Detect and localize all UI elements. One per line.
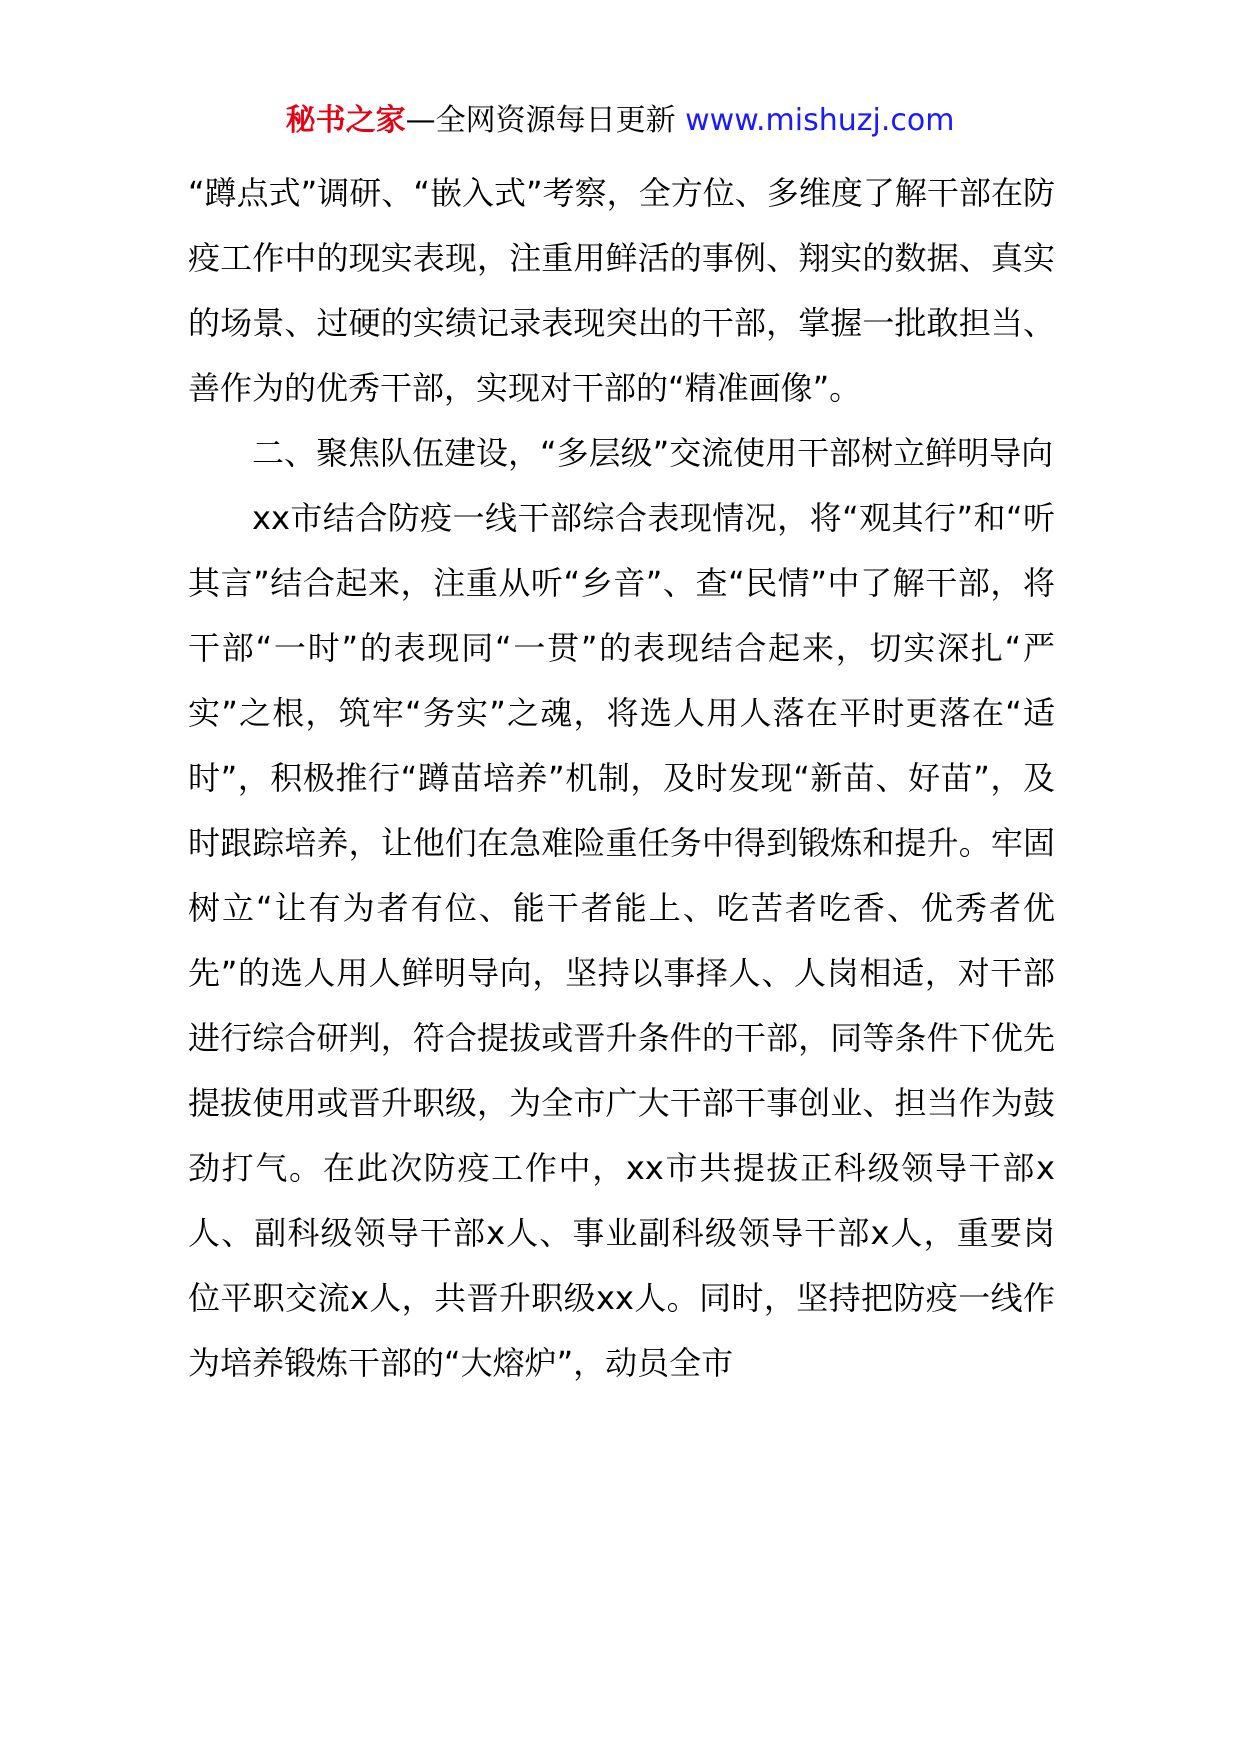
paragraph: xx市结合防疫一线干部综合表现情况，将“观其行”和“听其言”结合起来，注重从听“乡音”、查“民情”中了解干部，将干部“一时”的表现同“一贯”的表现结合起来，切实深扎“严实”之根，筑牢“务实”之魂，将选人用人落在平时更落在“适时”，积极推行“蹲苗培养”机制，及时发现“新苗、好苗”，及时跟踪培养，让他们在急难险重任务中得到锻炼和提升。牢固树立“让有为者有位、能干者能上、吃苦者吃香、优秀者优先”的选人用人鲜明导向，坚持以事择人、人岗相适，对干部进行综合研判，符合提拔或晋升条件的干部，同等条件下优先提拔使用或晋升职级，为全市广大干部干事创业、担当作为鼓劲打气。在此次防疫工作中，xx市共提拔正科级领导干部x人、副科级领导干部x人、事业副科级领导干部x人，重要岗位平职交流x人，共晋升职级xx人。同时，坚持把防疫一线作为培养锻炼干部的“大熔炉”，动员全市 [188,499,1055,1382]
section-heading: 二、聚焦队伍建设，“多层级”交流使用干部树立鲜明导向 [252,434,1054,472]
document-body [188,161,1055,1396]
paragraph-continued: “蹲点式”调研、“嵌入式”考察，全方位、多维度了解干部在防疫工作中的现实表现，注重用鲜活的事例、翔实的数据、真实的场景、过硬的实绩记录表现突出的干部，掌握一批敢担当、善作为的优秀干部，实现对干部的“精准画像”。 [188,174,1055,407]
page-header [0,101,1240,141]
brand-name: 秘书之家 [285,103,406,138]
header-tagline: —全网资源每日更新 [405,103,686,138]
site-url-link[interactable]: www.mishuzj.com [685,103,955,138]
